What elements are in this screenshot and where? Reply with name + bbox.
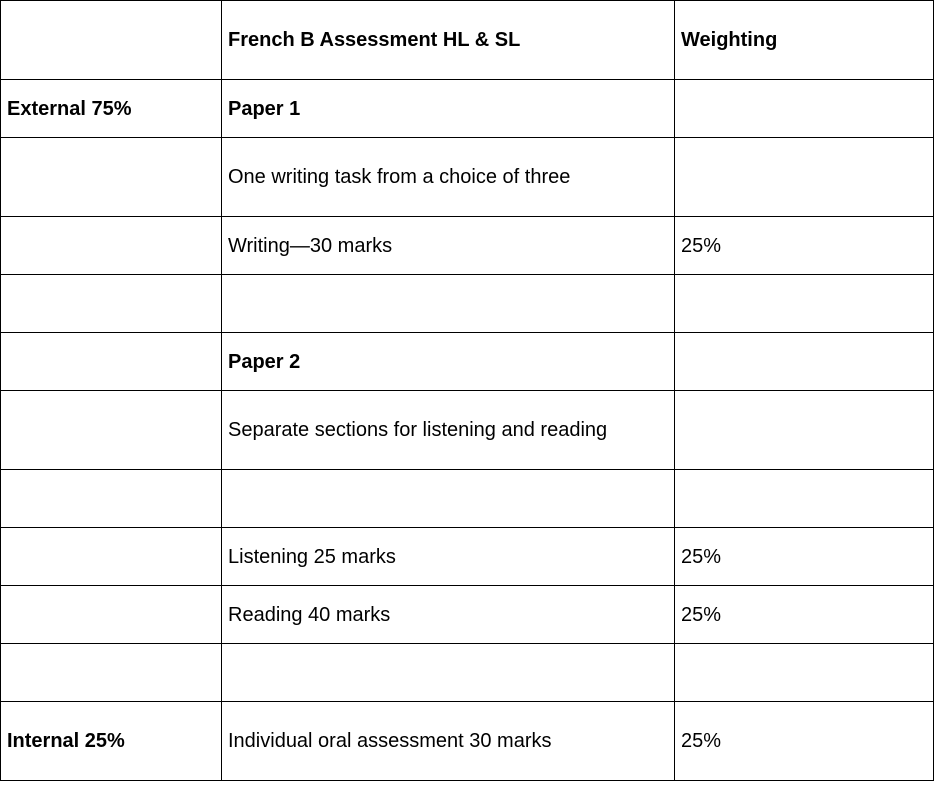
weighting-cell [675, 470, 934, 528]
table-row [1, 470, 934, 528]
header-cell-empty [1, 1, 222, 80]
description-cell [222, 275, 675, 333]
header-cell-weighting: Weighting [675, 1, 934, 80]
component-cell [1, 470, 222, 528]
component-cell [1, 391, 222, 470]
description-cell [222, 470, 675, 528]
component-cell: External 75% [1, 80, 222, 138]
table-row [1, 217, 934, 275]
description-cell: Paper 1 [222, 80, 675, 138]
component-cell [1, 275, 222, 333]
component-cell [1, 217, 222, 275]
weighting-cell: 25% [675, 528, 934, 586]
description-cell: Listening 25 marks [222, 528, 675, 586]
component-cell [1, 333, 222, 391]
weighting-cell [675, 333, 934, 391]
table-row [1, 391, 934, 470]
weighting-cell [675, 80, 934, 138]
weighting-cell: 25% [675, 586, 934, 644]
table-row [1, 702, 934, 781]
description-cell: One writing task from a choice of three [222, 138, 675, 217]
description-cell: Paper 2 [222, 333, 675, 391]
table-row [1, 586, 934, 644]
description-cell: Reading 40 marks [222, 586, 675, 644]
table-row [1, 138, 934, 217]
table-header-row [1, 1, 934, 80]
component-cell [1, 528, 222, 586]
component-cell [1, 644, 222, 702]
component-cell [1, 138, 222, 217]
weighting-cell: 25% [675, 217, 934, 275]
table-row [1, 275, 934, 333]
weighting-cell [675, 275, 934, 333]
weighting-cell: 25% [675, 702, 934, 781]
weighting-cell [675, 138, 934, 217]
description-cell: Separate sections for listening and reading [222, 391, 675, 470]
description-cell: Writing—30 marks [222, 217, 675, 275]
weighting-cell [675, 391, 934, 470]
table-row [1, 80, 934, 138]
header-cell-title: French B Assessment HL & SL [222, 1, 675, 80]
description-cell: Individual oral assessment 30 marks [222, 702, 675, 781]
description-cell [222, 644, 675, 702]
weighting-cell [675, 644, 934, 702]
component-cell: Internal 25% [1, 702, 222, 781]
table-row [1, 528, 934, 586]
table-row [1, 333, 934, 391]
table-row [1, 644, 934, 702]
component-cell [1, 586, 222, 644]
